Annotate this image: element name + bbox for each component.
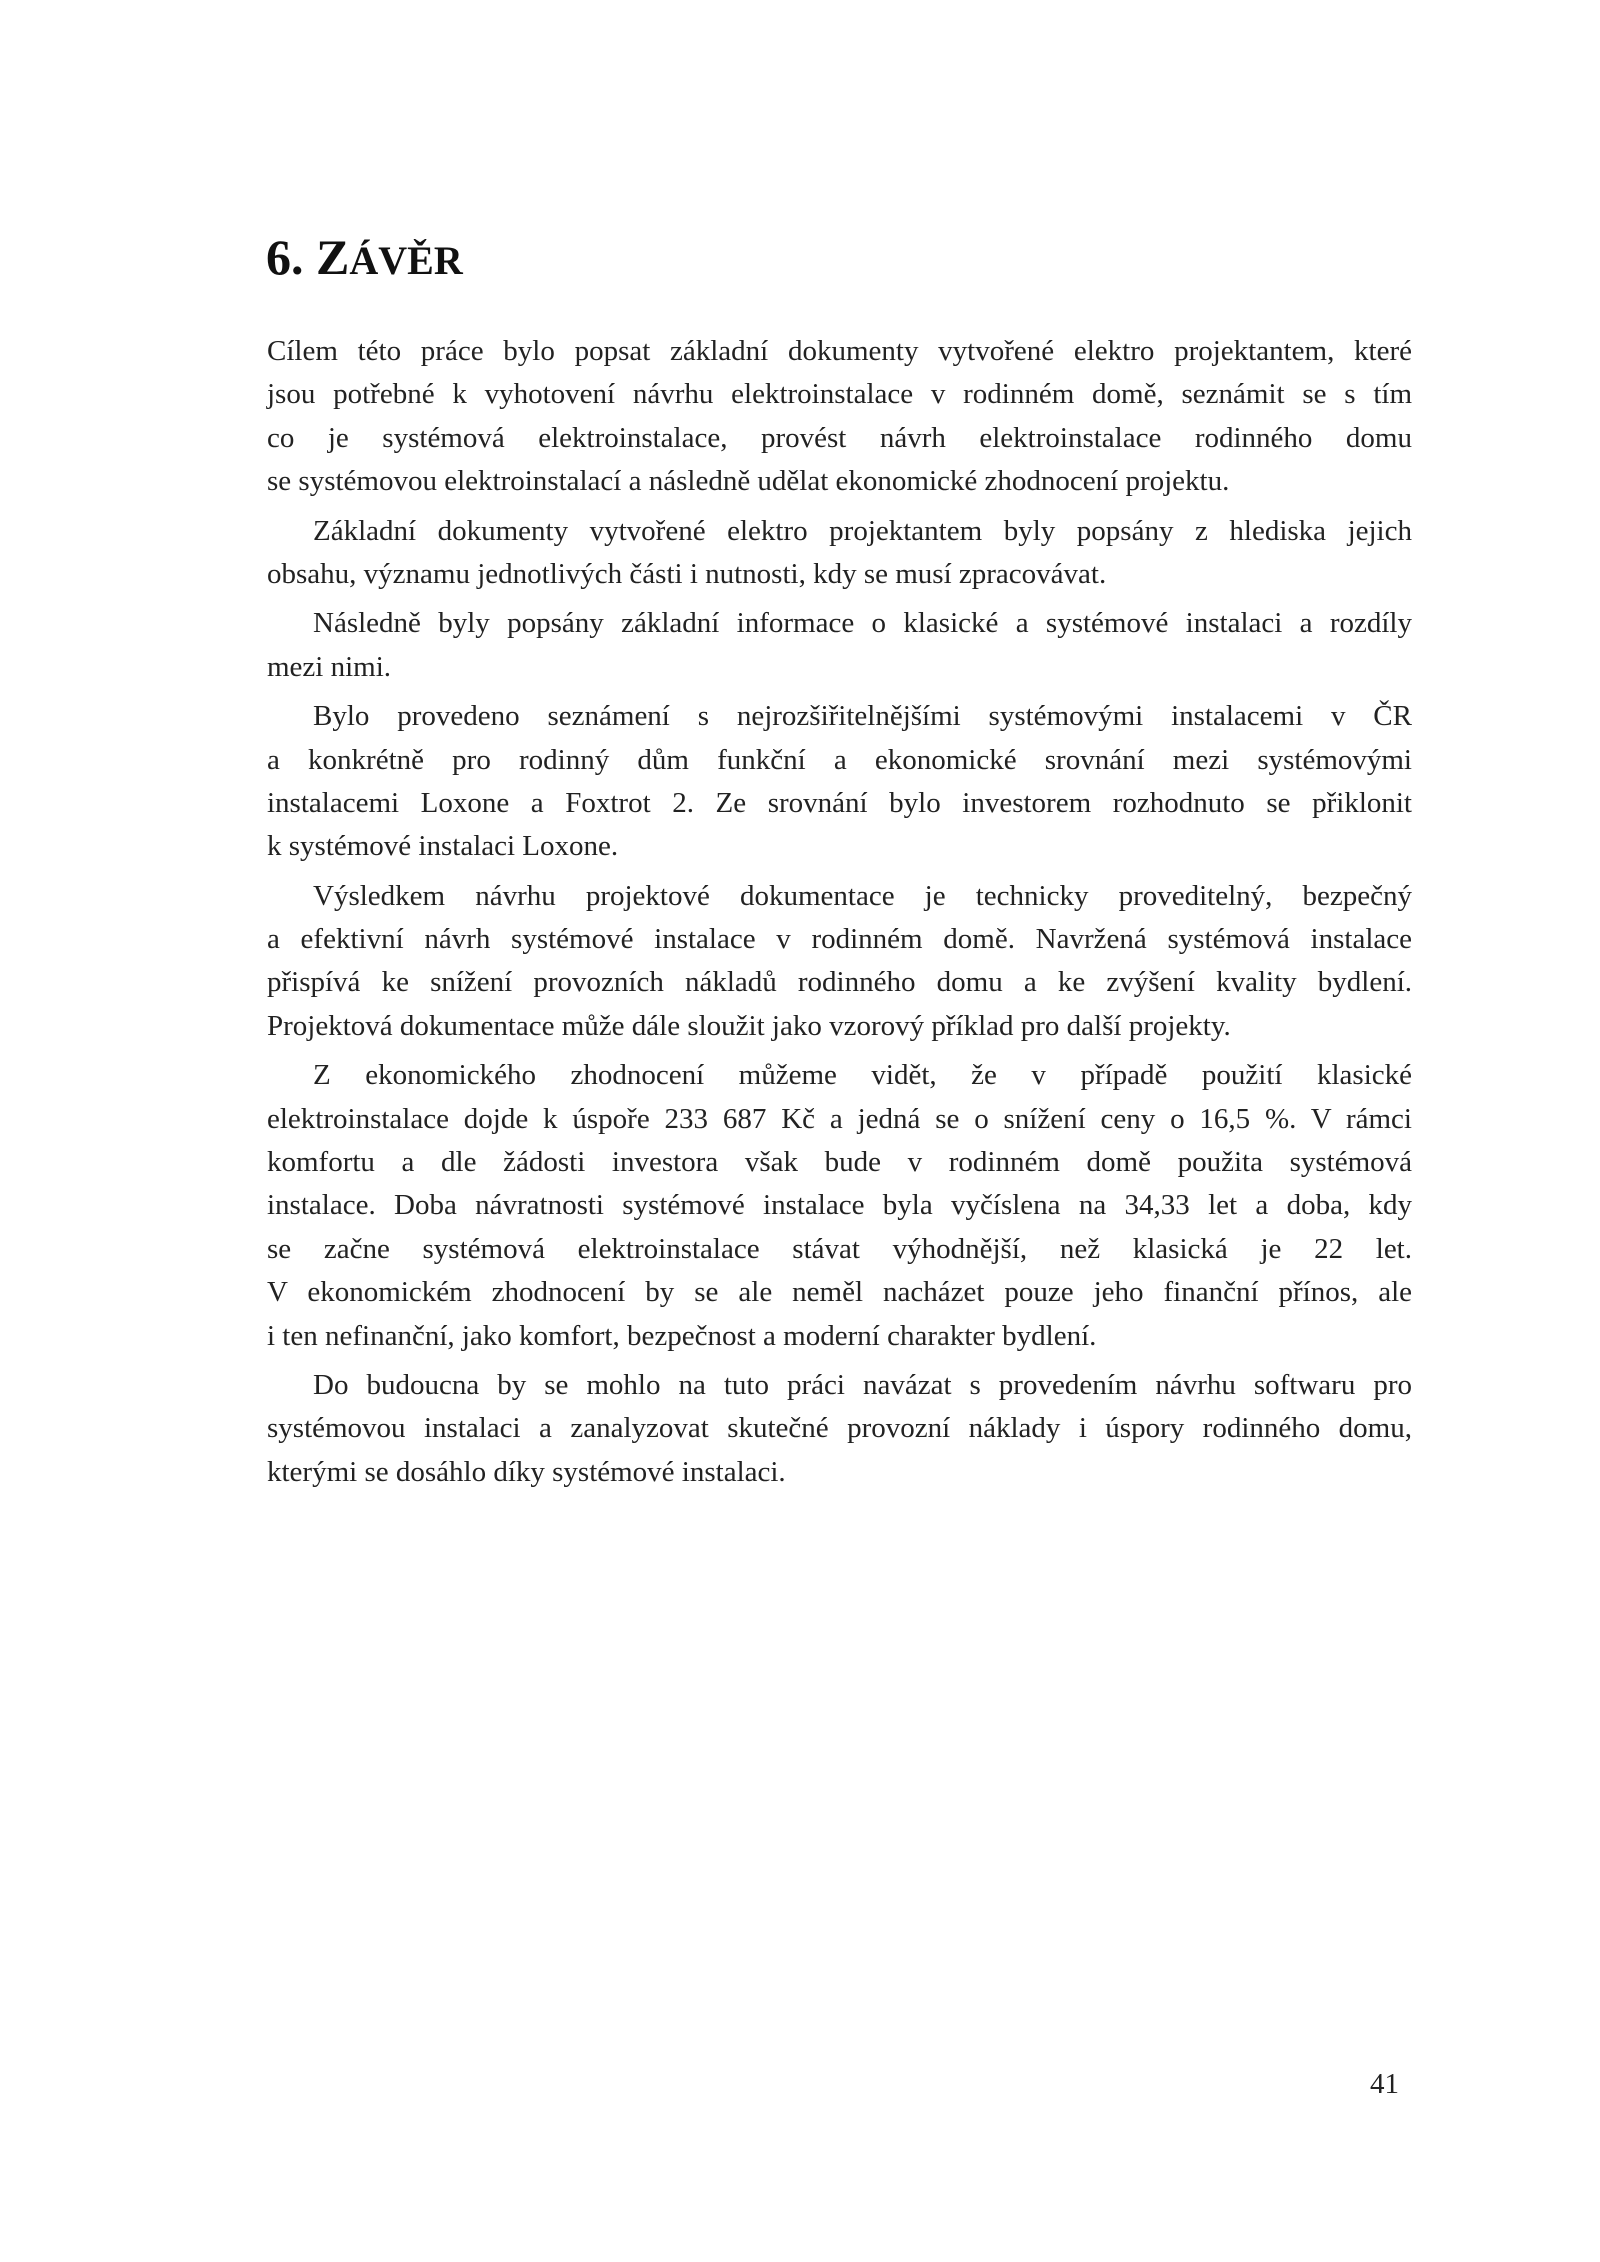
text-line: k systémové instalaci Loxone. bbox=[267, 830, 619, 863]
text-line: Bylo provedeno seznámení s nejrozšiřitelnějšími systémovými instalacemi v ČR bbox=[313, 700, 1412, 733]
text-line: a konkrétně pro rodinný dům funkční a ekonomické srovnání mezi systémovými bbox=[267, 743, 1412, 776]
paragraph-comparison bbox=[267, 695, 1412, 869]
paragraph-documents bbox=[267, 510, 1412, 597]
text-line: Základní dokumenty vytvořené elektro projektantem byly popsány z hlediska jejich bbox=[313, 514, 1412, 547]
text-line: instalacemi Loxone a Foxtrot 2. Ze srovnání bylo investorem rozhodnuto se přiklonit bbox=[267, 786, 1412, 819]
chapter-number: 6. bbox=[266, 229, 304, 285]
text-line: co je systémová elektroinstalace, provést návrh elektroinstalace rodinného domu bbox=[267, 421, 1412, 454]
text-line: se začne systémová elektroinstalace stávat výhodnější, než klasická je 22 let. bbox=[267, 1232, 1412, 1265]
page-number: 41 bbox=[1370, 2068, 1399, 2100]
text-line: i ten nefinanční, jako komfort, bezpečnost a moderní charakter bydlení. bbox=[267, 1319, 1097, 1352]
text-line: Následně byly popsány základní informace o klasické a systémové instalaci a rozdíly bbox=[313, 607, 1412, 640]
paragraph-result bbox=[267, 875, 1412, 1049]
paragraph-aim bbox=[267, 330, 1412, 504]
text-line: obsahu, významu jednotlivých části i nutnosti, kdy se musí zpracovávat. bbox=[267, 557, 1107, 590]
chapter-heading bbox=[266, 228, 463, 286]
text-line: mezi nimi. bbox=[267, 650, 392, 683]
text-line: Výsledkem návrhu projektové dokumentace je technicky proveditelný, bezpečný bbox=[313, 879, 1412, 912]
text-line: instalace. Doba návratnosti systémové instalace byla vyčíslena na 34,33 let a doba, kdy bbox=[267, 1189, 1412, 1222]
paragraph-economics bbox=[267, 1054, 1412, 1358]
text-line: kterými se dosáhlo díky systémové instalaci. bbox=[267, 1455, 786, 1488]
chapter-title-initial: Z bbox=[316, 229, 350, 285]
text-line: a efektivní návrh systémové instalace v rodinném domě. Navržená systémová instalace bbox=[267, 923, 1412, 956]
paragraph-installation-info bbox=[267, 602, 1412, 689]
text-line: Cílem této práce bylo popsat základní dokumenty vytvořené elektro projektantem, které bbox=[267, 335, 1412, 367]
chapter-title-rest: ÁVĚR bbox=[349, 238, 463, 283]
text-line: Z ekonomického zhodnocení můžeme vidět, že v případě použití klasické bbox=[313, 1059, 1412, 1092]
text-line: systémovou instalaci a zanalyzovat skutečné provozní náklady i úspory rodinného domu, bbox=[267, 1412, 1412, 1445]
text-line: jsou potřebné k vyhotovení návrhu elektroinstalace v rodinném domě, seznámit se s tím bbox=[267, 378, 1412, 411]
text-line: komfortu a dle žádosti investora však bude v rodinném domě použita systémová bbox=[267, 1146, 1412, 1179]
text-line: se systémovou elektroinstalací a následně udělat ekonomické zhodnocení projektu. bbox=[267, 465, 1230, 498]
body-text bbox=[267, 330, 1412, 1500]
text-line: Do budoucna by se mohlo na tuto práci navázat s provedením návrhu softwaru pro bbox=[313, 1368, 1412, 1401]
text-line: elektroinstalace dojde k úspoře 233 687 Kč a jedná se o snížení ceny o 16,5 %. V rámci bbox=[267, 1102, 1412, 1135]
text-line: Projektová dokumentace může dále sloužit jako vzorový příklad pro další projekty. bbox=[267, 1009, 1231, 1042]
text-line: přispívá ke snížení provozních nákladů rodinného domu a ke zvýšení kvality bydlení. bbox=[267, 966, 1412, 999]
text-line: V ekonomickém zhodnocení by se ale neměl nacházet pouze jeho finanční přínos, ale bbox=[267, 1276, 1412, 1309]
paragraph-future-work bbox=[267, 1364, 1412, 1494]
